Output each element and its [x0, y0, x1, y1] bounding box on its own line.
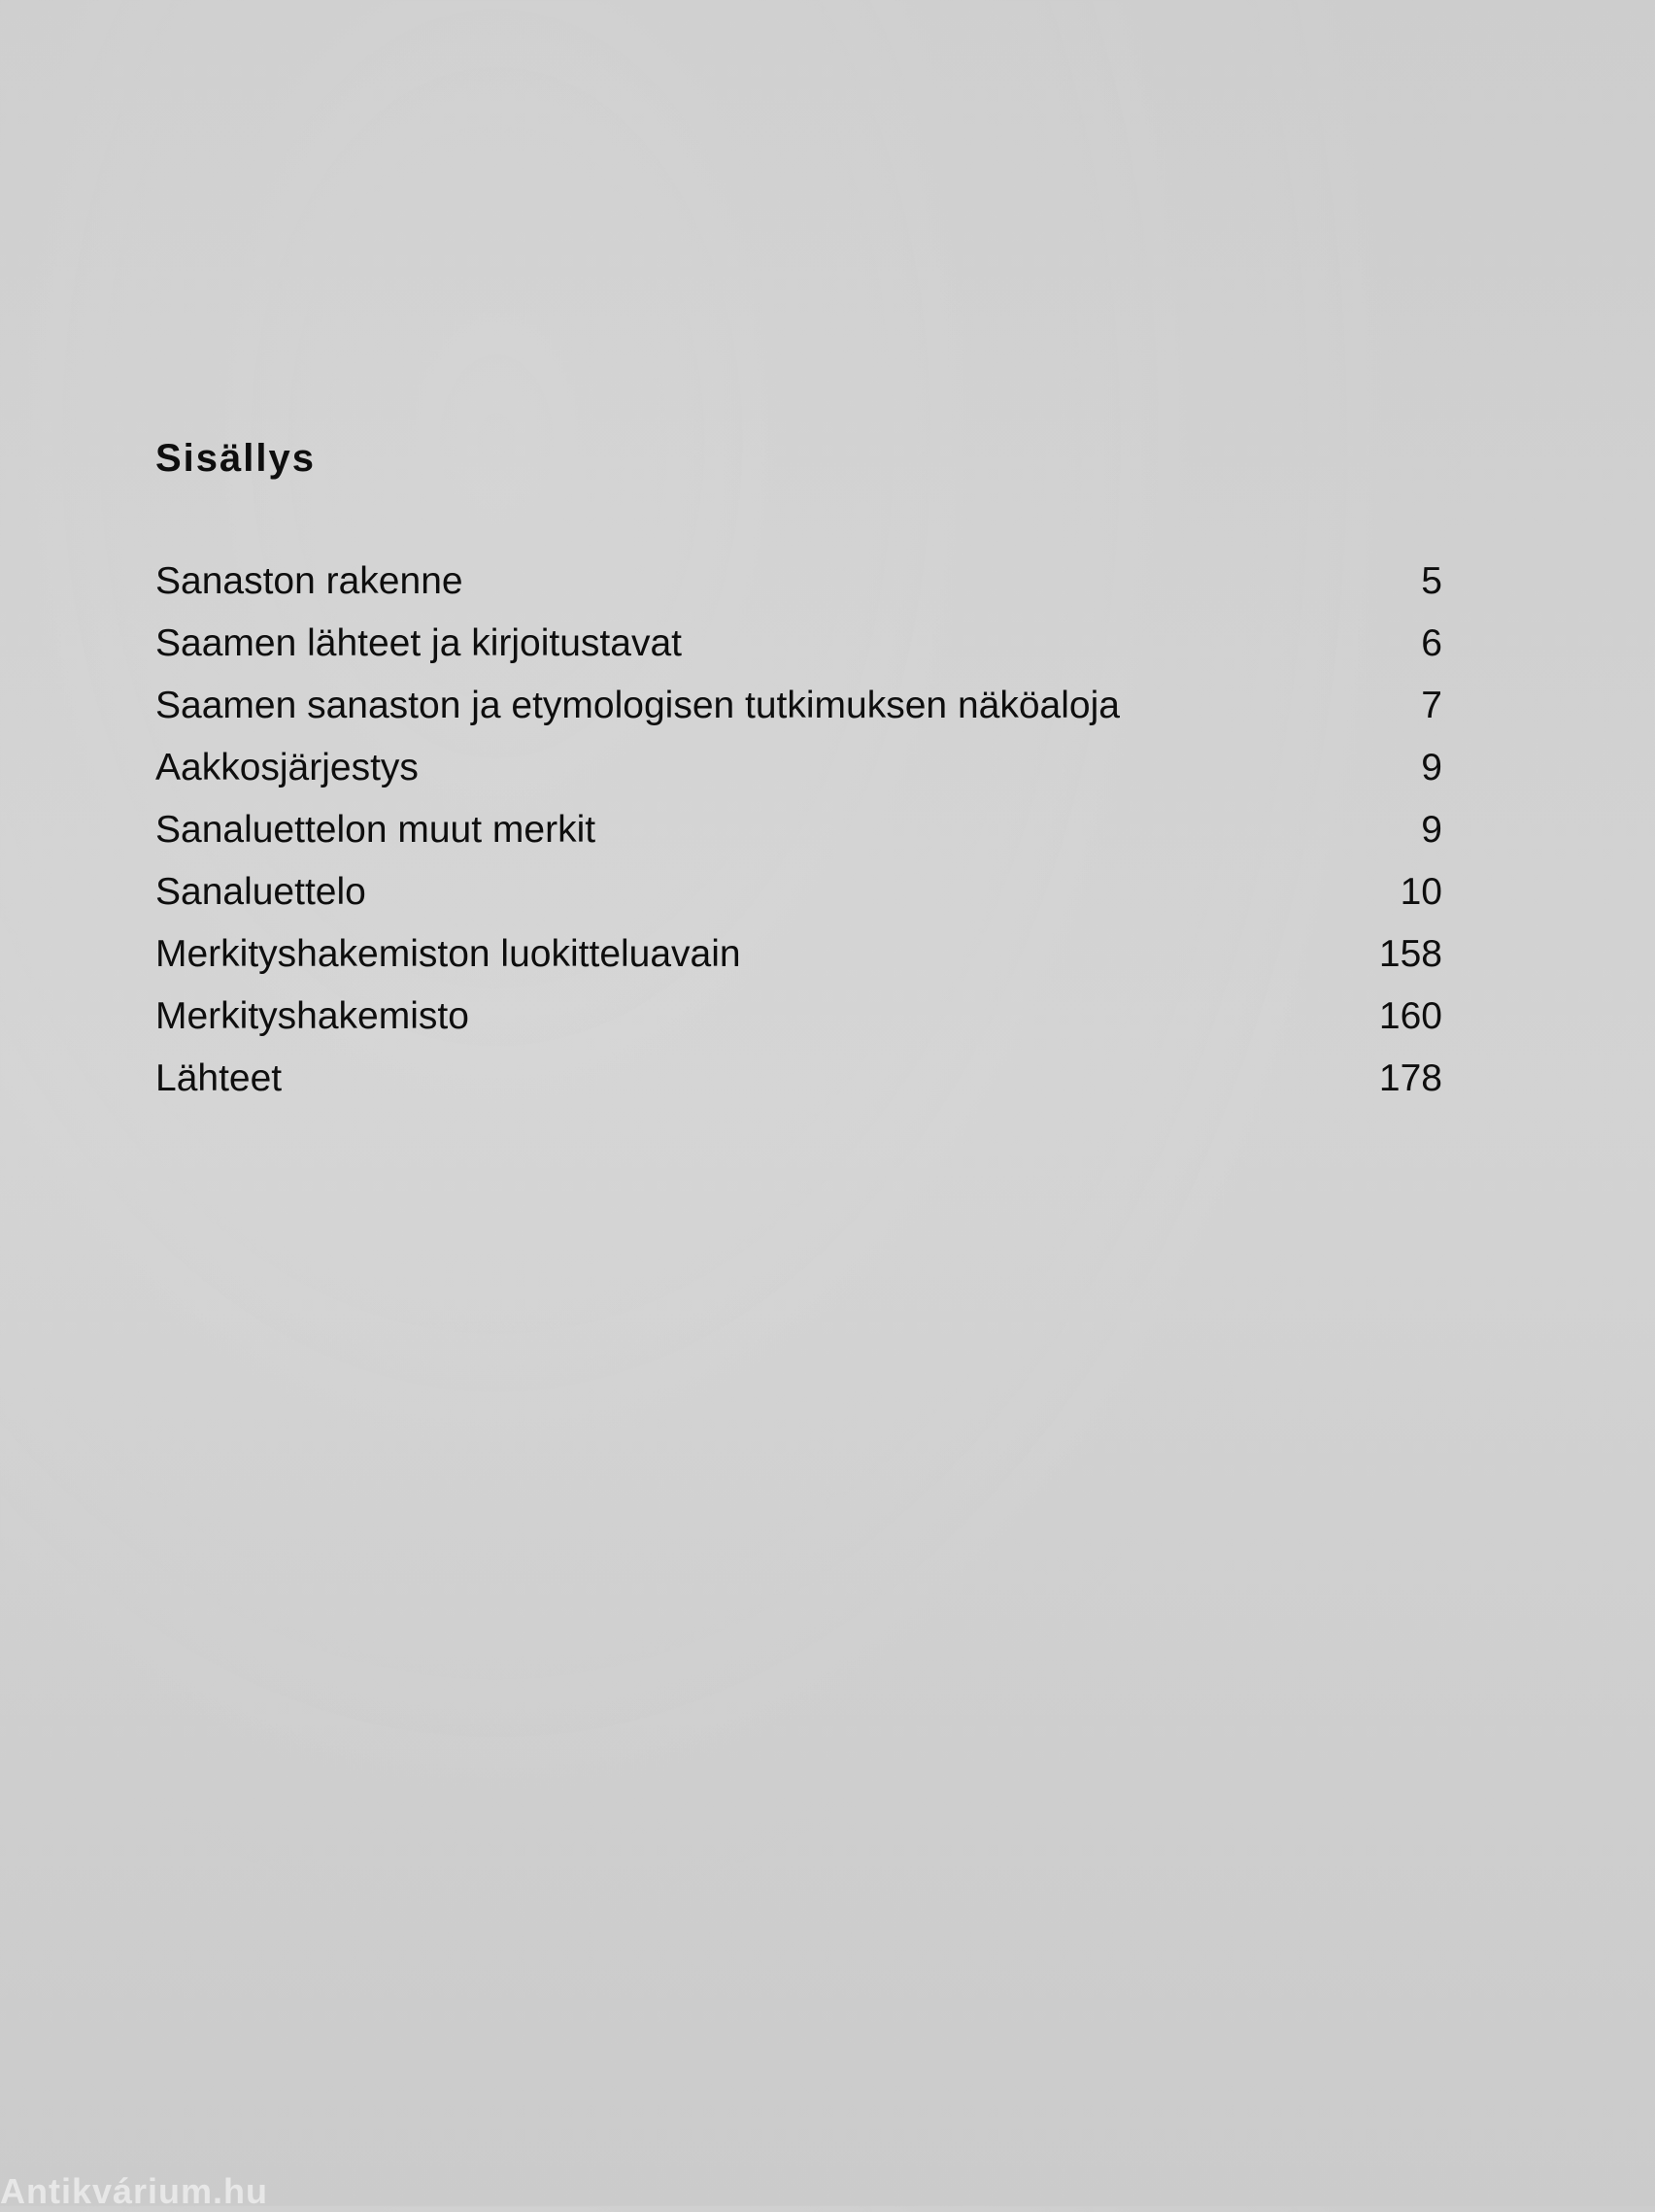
toc-entry-label: Merkityshakemiston luokitteluavain: [155, 933, 741, 975]
toc-entry: [155, 743, 1442, 805]
watermark: Antikvárium.hu: [0, 2171, 269, 2211]
toc-entry-label: Sanaston rakenne: [155, 560, 463, 602]
toc-entry-page: 178: [1378, 1057, 1442, 1099]
toc-entry: [155, 556, 1442, 619]
toc-entry-page: 5: [1421, 560, 1442, 602]
toc-entry-page: 158: [1378, 933, 1442, 975]
toc-entry-label: Merkityshakemisto: [155, 995, 469, 1037]
toc-entry-page: 7: [1421, 685, 1442, 726]
toc-entry-page: 160: [1378, 995, 1442, 1037]
toc-entry-page: 6: [1421, 622, 1442, 664]
toc-entry-page: 10: [1400, 871, 1442, 913]
toc-entry: [155, 619, 1442, 681]
toc-entry: [155, 929, 1442, 991]
table-of-contents: [155, 556, 1442, 1116]
toc-entry-page: 9: [1421, 747, 1442, 788]
toc-entry: [155, 991, 1442, 1054]
toc-entry: [155, 867, 1442, 929]
toc-entry-label: Lähteet: [155, 1057, 283, 1099]
toc-entry-page: 9: [1421, 809, 1442, 851]
toc-entry-label: Saamen lähteet ja kirjoitustavat: [155, 622, 682, 664]
toc-entry: [155, 681, 1442, 743]
toc-entry-label: Aakkosjärjestys: [155, 747, 419, 788]
toc-entry-label: Saamen sanaston ja etymologisen tutkimuksen näköaloja: [155, 685, 1120, 726]
toc-entry-label: Sanaluettelon muut merkit: [155, 809, 596, 851]
toc-title: Sisällys: [155, 437, 317, 480]
toc-entry: [155, 805, 1442, 867]
toc-entry: [155, 1054, 1442, 1116]
toc-entry-label: Sanaluettelo: [155, 871, 366, 913]
